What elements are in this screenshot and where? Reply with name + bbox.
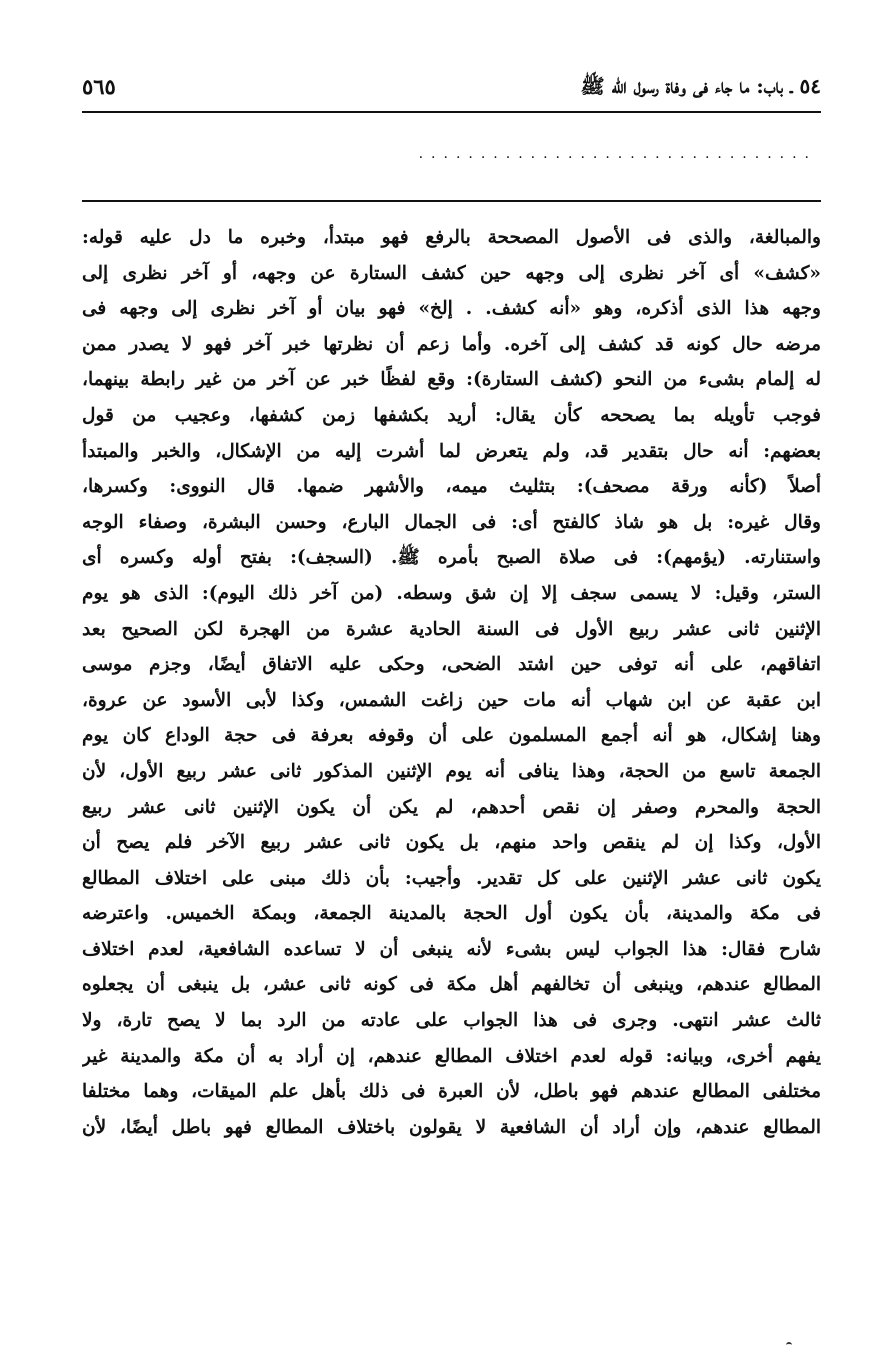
page-corner-mark — [786, 1342, 792, 1348]
text-line: وجهه هذا الذى أذكره، وهو «أنه كشف. . إلخ» فهو بيان أو آخر نظرى إلى وجهه فى — [82, 298, 821, 320]
chapter-title: ٥٤ ـ باب: ما جاء فى وفاة رسول الله ﷺ — [580, 74, 821, 98]
text-line: الستر، وقيل: لا يسمى سجف إلا إن شق وسطه. (من آخر ذلك اليوم): الذى هو يوم — [82, 582, 821, 604]
text-line: شارح فقال: هذا الجواب ليس بشىء لأنه ينبغى أن لا تساعده الشافعية، لعدم اختلاف — [82, 938, 821, 960]
text-line: ابن عقبة عن ابن شهاب أنه مات حين زاغت الشمس، وكذا لأبى الأسود عن عروة، — [82, 689, 821, 711]
text-line: واستنارته. (يؤمهم): فى صلاة الصبح بأمره ﷺ. (السجف): بفتح أوله وكسره أى — [82, 547, 821, 569]
header-rule — [82, 111, 821, 113]
text-line: بعضهم: أنه حال بتقدير قد، ولم يتعرض لما أشرت إليه من الإشكال، والخبر والمبتدأ — [82, 440, 821, 462]
page-number: ٥٦٥ — [82, 74, 116, 99]
text-line: وهنا إشكال، هو أنه أجمع المسلمون على أن وقوفه بعرفة فى حجة الوداع كان يوم — [82, 725, 821, 747]
text-line: المطالع عندهم، وينبغى أن تخالفهم أهل مكة فى كونه ثانى عشر، بل ينبغى أن يجعلوه — [82, 974, 821, 996]
text-line: الأول، وكذا إن لم ينقص واحد منهم، بل يكون ثانى عشر ربيع الآخر فلم يصح أن — [82, 832, 821, 854]
text-line: ثالث عشر انتهى. وجرى فى هذا الجواب على عادته من الرد بما لا يصح تارة، ولا — [82, 1010, 821, 1032]
text-line: والمبالغة، والذى فى الأصول المصححة بالرفع فهو مبتدأ، وخبره ما دل عليه قوله: — [82, 227, 821, 248]
text-line: أصلاً (كأنه ورقة مصحف): بتثليث ميمه، والأشهر ضمها. قال النووى: وكسرها، — [82, 476, 821, 498]
text-line: وقال غيره: بل هو شاذ كالفتح أى: فى الجمال البارع، وحسن البشرة، وصفاء الوجه — [82, 511, 821, 533]
page-header — [82, 74, 821, 108]
text-line: يفهم أخرى، وبيانه: قوله لعدم اختلاف المطالع عندهم، إن أراد به أن مكة والمدينة غير — [82, 1045, 821, 1067]
text-line: الإثنين ثانى عشر ربيع الأول فى السنة الحادية عشرة من الهجرة لكن الصحيح بعد — [82, 618, 821, 640]
text-line: الحجة والمحرم وصفر إن نقص أحدهم، لم يكن أن يكون الإثنين ثانى عشر ربيع — [82, 796, 821, 818]
commentary-rule — [82, 200, 821, 202]
commentary-text — [82, 220, 821, 1145]
text-line: الجمعة تاسع من الحجة، وهذا ينافى أنه يوم الإثنين المذكور ثانى عشر ربيع الأول، لأن — [82, 760, 821, 782]
text-line: يكون ثانى عشر الإثنين على كل تقدير. وأجيب: بأن ذلك مبنى على اختلاف المطالع — [82, 867, 821, 889]
text-line: له إلمام بشىء من النحو (كشف الستارة): وقع لفظًا خبر عن آخر من غير رابطة بينهما، — [82, 369, 821, 391]
text-line: اتفاقهم، على أنه توفى حين اشتد الضحى، وحكى عليه الاتفاق أيضًا، وجزم موسى — [82, 654, 821, 676]
text-line: مرضه حال كونه قد كشف إلى آخره. وأما زعم أن نظرتها خبر آخر فهو لا يصدر ممن — [82, 333, 821, 355]
text-line: «كشف» أى آخر نظرى إلى وجهه حين كشف الستارة عن وجهه، أو آخر نظرى إلى — [82, 262, 821, 284]
text-line: فى مكة والمدينة، بأن يكون أول الحجة بالمدينة الجمعة، وبمكة الخميس. واعترضه — [82, 903, 821, 925]
text-line: المطالع عندهم، وإن أراد أن الشافعية لا يقولون باختلاف المطالع فهو باطل أيضًا، لأن — [82, 1116, 821, 1138]
separator-dots: ................................ — [418, 146, 817, 162]
text-line: مختلفى المطالع عندهم فهو باطل، لأن العبرة فى ذلك بأهل علم الميقات، وهما مختلفا — [82, 1081, 821, 1103]
text-line: فوجب تأويله بما يصححه كأن يقال: أريد بكشفها زمن كشفها، وعجيب من قول — [82, 404, 821, 426]
